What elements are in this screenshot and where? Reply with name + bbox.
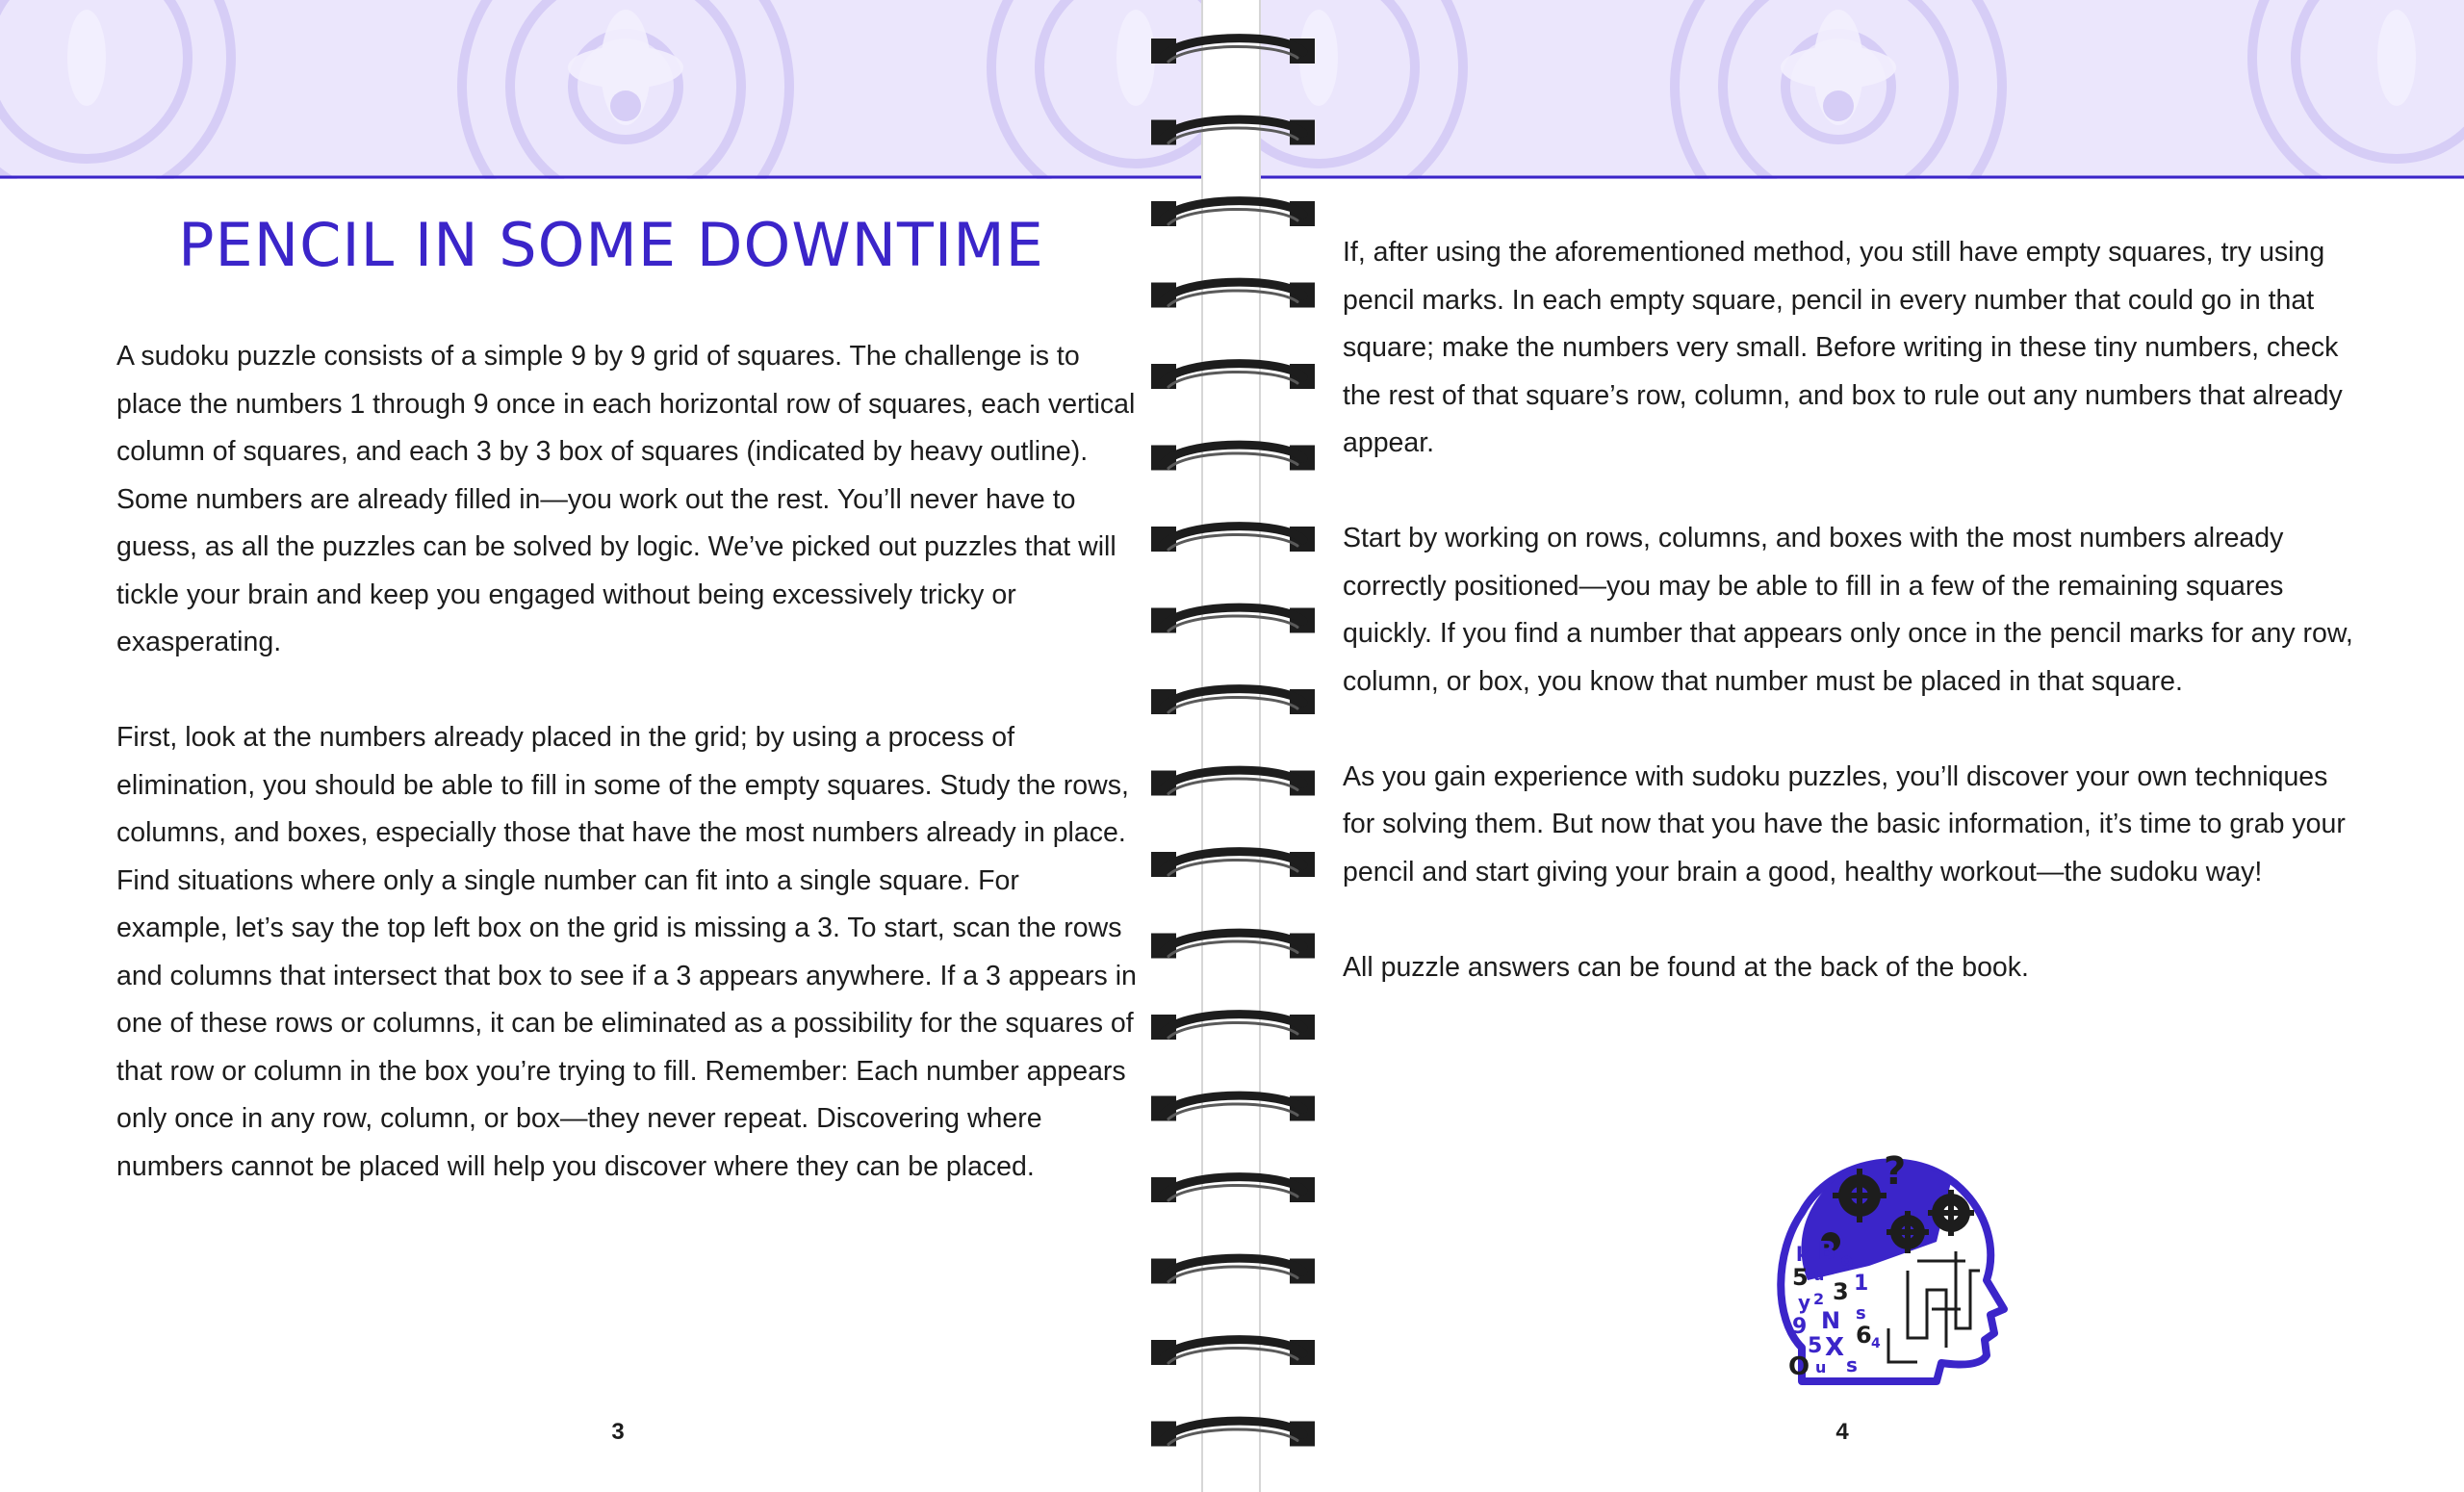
svg-text:2: 2 xyxy=(1813,1290,1825,1308)
binding-ring xyxy=(1151,39,1315,64)
binding-ring xyxy=(1151,770,1315,795)
svg-text:u: u xyxy=(1815,1358,1827,1376)
binding-ring xyxy=(1151,1177,1315,1202)
svg-text:9: 9 xyxy=(1840,1252,1854,1275)
paragraph: Start by working on rows, columns, and boxes with the most numbers already correctly positioned—you may be able to fill in a few of the remaining squares quickly. If you find a number that appears only once in the pencil marks for any row, column, or box, you know that number must be placed in that square. xyxy=(1343,523,2353,697)
right-page xyxy=(1259,0,2464,1492)
left-page xyxy=(0,0,1203,1492)
svg-text:s: s xyxy=(1846,1353,1858,1376)
page-title: PENCIL IN SOME DOWNTIME xyxy=(178,210,1044,280)
svg-text:5: 5 xyxy=(1792,1264,1809,1291)
svg-text:3: 3 xyxy=(1833,1278,1849,1305)
spiral-binding xyxy=(1142,0,1324,1492)
binding-ring xyxy=(1151,1015,1315,1040)
binding-ring xyxy=(1151,1258,1315,1283)
svg-text:s: s xyxy=(1856,1303,1866,1324)
paragraph: A sudoku puzzle consists of a simple 9 by 9 grid of squares. The challenge is to place the numbers 1 through 9 once in each horizontal row of squares, each vertical column of squares, and each 3 by 3 box of squares (indicated by heavy outline). Some numbers are already filled in—you work out the rest. You’ll never have to guess, as all the puzzles can be solved by logic. We’ve picked out puzzles that will tickle your brain and keep you engaged without being excessively tricky or exasperating. xyxy=(116,341,1136,657)
svg-text:y: y xyxy=(1798,1291,1811,1314)
binding-ring xyxy=(1151,282,1315,307)
binding-ring xyxy=(1151,607,1315,632)
binding-ring xyxy=(1151,1421,1315,1446)
decorative-banner xyxy=(1261,0,2464,179)
paragraph: If, after using the aforementioned method, you still have empty squares, try using pencil marks. In each empty square, pencil in every number that could go in that square; make the numbers very small. Before writing in these tiny numbers, check the rest of that square’s row, column, and box to rule out any numbers that already appear. xyxy=(1343,237,2343,458)
svg-text:N: N xyxy=(1821,1307,1841,1334)
svg-text:O: O xyxy=(1788,1352,1810,1381)
binding-ring xyxy=(1151,852,1315,877)
binding-ring xyxy=(1151,445,1315,470)
svg-text:6: 6 xyxy=(1856,1322,1872,1349)
binding-ring xyxy=(1151,201,1315,226)
left-body-text xyxy=(116,333,1137,1239)
paragraph: As you gain experience with sudoku puzzles, you’ll discover your own techniques for solving them. But now that you have the basic information, it’s time to grab your pencil and start giving your brain a good, healthy workout—the sudoku way! xyxy=(1343,760,2346,887)
svg-text:5: 5 xyxy=(1808,1334,1823,1358)
binding-ring xyxy=(1151,119,1315,144)
page-number: 4 xyxy=(1835,1419,1849,1445)
right-body-text xyxy=(1343,229,2363,1040)
page-number: 3 xyxy=(611,1419,625,1445)
binding-ring xyxy=(1151,527,1315,552)
svg-text:k: k xyxy=(1796,1243,1810,1266)
binding-ring xyxy=(1151,364,1315,389)
binding-ring xyxy=(1151,933,1315,958)
svg-text:u: u xyxy=(1813,1266,1825,1284)
svg-text:?: ? xyxy=(1884,1149,1907,1194)
svg-text:9: 9 xyxy=(1792,1315,1808,1339)
binding-ring xyxy=(1151,1340,1315,1365)
svg-text:4: 4 xyxy=(1871,1336,1881,1351)
binding-ring xyxy=(1151,1095,1315,1120)
paragraph: First, look at the numbers already placed in the grid; by using a process of elimination, you should be able to fill in some of the empty squares. Study the rows, columns, and boxes, especially those that have the most numbers already in place. Find situations where only a single number can fit into a single square. For example, let’s say the top left box on the grid is missing a 3. To start, scan the rows and columns that intersect that box to see if a 3 appears anywhere. If a 3 appears in one of these rows or columns, it can be eliminated as a possibility for the squares of that row or column in the box you’re trying to fill. Remember: Each number appears only once in any row, column, or box—they never repeat. Discovering where numbers cannot be placed will help you discover where they can be placed. xyxy=(116,722,1137,1182)
binding-ring xyxy=(1151,689,1315,714)
decorative-banner xyxy=(0,0,1201,179)
brain-head-icon xyxy=(1763,1136,2014,1386)
paragraph: All puzzle answers can be found at the back of the book. xyxy=(1343,951,2029,983)
svg-text:X: X xyxy=(1825,1333,1845,1362)
svg-text:1: 1 xyxy=(1854,1272,1869,1296)
svg-text:B: B xyxy=(1817,1237,1836,1266)
